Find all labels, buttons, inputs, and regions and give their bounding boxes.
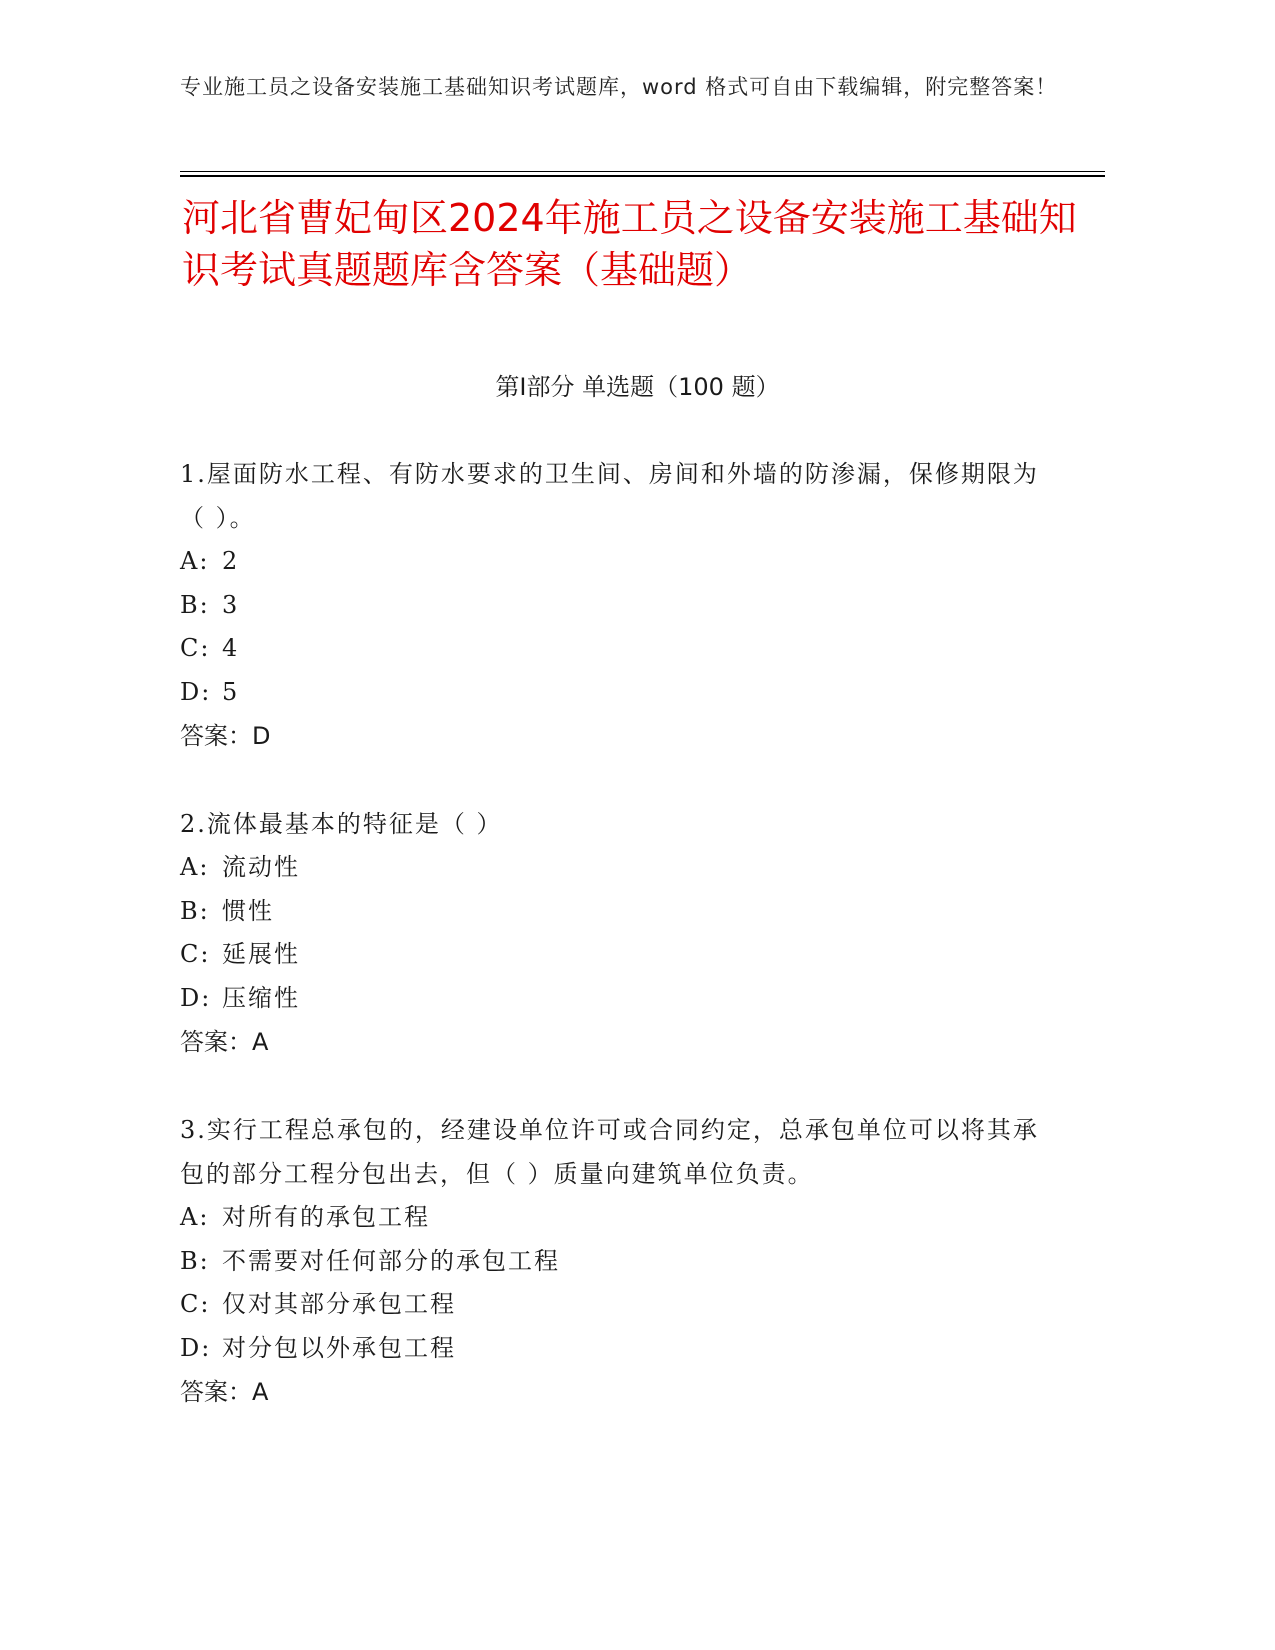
option-letter: C:	[180, 940, 211, 968]
question-stem: 1.屋面防水工程、有防水要求的卫生间、房间和外墙的防渗漏，保修期限为（ ）。	[180, 460, 1039, 532]
option-letter: A:	[180, 1203, 210, 1231]
option-d	[180, 1327, 1040, 1371]
option-text: 对分包以外承包工程	[222, 1333, 456, 1362]
question-1	[180, 452, 1040, 758]
option-letter: A:	[180, 547, 210, 575]
option-text: 仅对其部分承包工程	[222, 1290, 456, 1318]
option-c	[180, 627, 1040, 671]
option-letter: B:	[180, 1246, 210, 1275]
option-text: 2	[222, 547, 240, 575]
option-a	[180, 846, 1040, 890]
question-2	[180, 802, 1040, 1064]
option-text: 4	[222, 634, 240, 662]
option-text: 5	[222, 677, 240, 706]
option-a	[180, 1196, 1040, 1240]
option-text: 对所有的承包工程	[222, 1203, 430, 1231]
answer: 答案：D	[180, 722, 271, 750]
question-stem: 3.实行工程总承包的，经建设单位许可或合同约定，总承包单位可以将其承包的部分工程分包出去，但（ ）质量向建筑单位负责。	[180, 1116, 1039, 1188]
option-b	[180, 1240, 1040, 1284]
option-a	[180, 540, 1040, 584]
question-list	[180, 452, 1040, 1458]
option-letter: D:	[180, 677, 212, 706]
section-title: 第Ⅰ部分 单选题（100 题）	[495, 373, 780, 401]
header-divider-thin	[180, 171, 1105, 172]
question-stem: 2.流体最基本的特征是（ ）	[180, 810, 503, 838]
answer: 答案：A	[180, 1028, 269, 1056]
option-text: 惯性	[222, 896, 274, 925]
option-b	[180, 890, 1040, 934]
option-text: 延展性	[222, 940, 300, 968]
question-3	[180, 1108, 1040, 1414]
option-letter: C:	[180, 634, 211, 662]
document-title: 河北省曹妃甸区2024年施工员之设备安装施工基础知识考试真题题库含答案（基础题）	[182, 196, 1077, 292]
answer: 答案：A	[180, 1378, 269, 1406]
option-letter: B:	[180, 896, 210, 925]
option-d	[180, 671, 1040, 715]
header-divider-thick	[180, 175, 1105, 177]
option-letter: A:	[180, 853, 210, 881]
option-d	[180, 977, 1040, 1021]
option-text: 3	[222, 590, 240, 619]
option-c	[180, 1283, 1040, 1327]
option-letter: D:	[180, 983, 212, 1012]
option-text: 压缩性	[222, 983, 300, 1012]
option-b	[180, 584, 1040, 628]
option-text: 流动性	[222, 853, 300, 881]
option-text: 不需要对任何部分的承包工程	[222, 1246, 560, 1275]
header-note: 专业施工员之设备安装施工基础知识考试题库，word 格式可自由下载编辑，附完整答案！	[180, 75, 1058, 99]
option-c	[180, 933, 1040, 977]
option-letter: B:	[180, 590, 210, 619]
option-letter: D:	[180, 1333, 212, 1362]
option-letter: C:	[180, 1290, 211, 1318]
